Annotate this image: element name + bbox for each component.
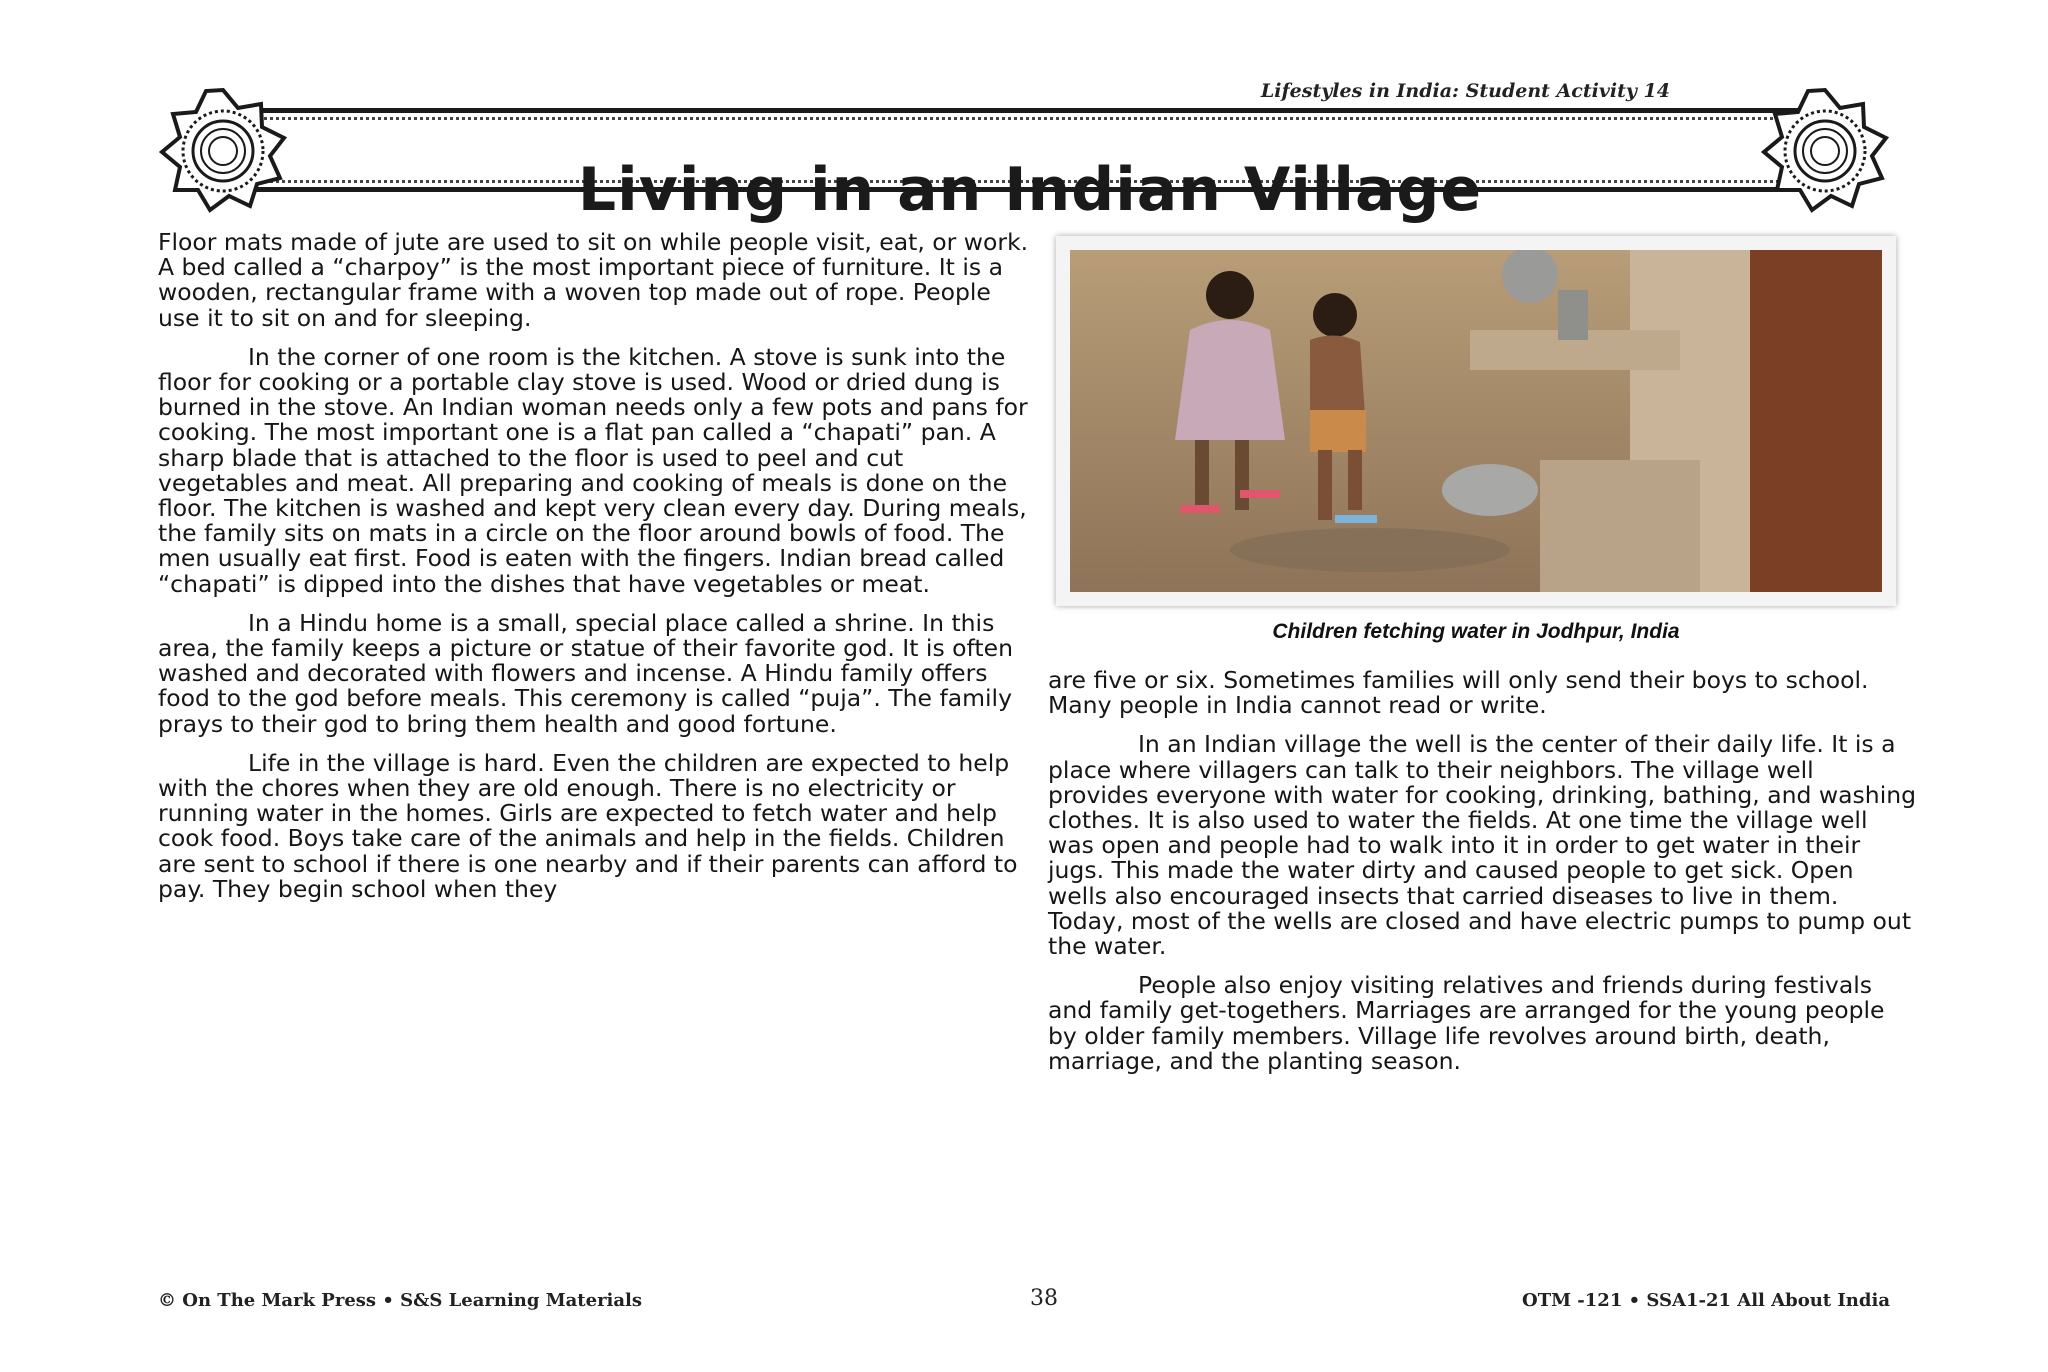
mandala-ornament-right	[1760, 86, 1890, 216]
page-title: Living in an Indian Village	[577, 155, 1483, 226]
paragraph: In the corner of one room is the kitchen. A stove is sunk into the floor for cooking or a portable clay stove is used. Wood or dried dung is burned in the stove. An Indian woman needs only a few pots and pans for cooking. The most important one is a flat pan called a “chapati” pan. A sharp blade that is attached to the floor is used to peel and cut vegetables and meat. All preparing and cooking of meals is done on the floor. The kitchen is washed and kept very clean every day. During meals, the family sits on mats in a circle on the floor around bowls of food. The men usually eat first. Food is eaten with the fingers. Indian bread called “chapati” is dipped into the dishes that have vegetables or meat.	[158, 342, 1028, 598]
page-number: 38	[1030, 1286, 1058, 1311]
paragraph: In an Indian village the well is the center of their daily life. It is a place where villagers can talk to their neighbors. The village well provides everyone with water for cooking, drinking, bathing, and washing clothes. It is also used to water the fields. At one time the village well was open and people had to walk into it in order to get water in their jugs. This made the water dirty and caused people to get sick. Open wells also encouraged insects that carried diseases to live in them. Today, most of the wells are closed and have electric pumps to pump out the water.	[1048, 730, 1917, 961]
right-column	[1048, 668, 1918, 1088]
photo-frame	[1056, 236, 1896, 606]
activity-subtitle: Lifestyles in India: Student Activity 14	[1260, 80, 1670, 102]
footer-publisher: © On The Mark Press • S&S Learning Materials	[158, 1290, 643, 1311]
paragraph: are five or six. Sometimes families will only send their boys to school. Many people in India cannot read or write.	[1048, 666, 1869, 720]
left-column	[158, 230, 1038, 916]
footer-book-code: OTM -121 • SSA1-21 All About India	[1522, 1290, 1890, 1311]
paragraph: Floor mats made of jute are used to sit on while people visit, eat, or work. A bed called a “charpoy” is the most important piece of furniture. It is a wooden, rectangular frame with a woven top made out of rope. People use it to sit on and for sleeping.	[158, 228, 1029, 332]
village-photo	[1070, 250, 1882, 592]
paragraph: In a Hindu home is a small, special place called a shrine. In this area, the family keeps a picture or statue of their favorite god. It is often washed and decorated with flowers and incense. A Hindu family offers food to the god before meals. This ceremony is called “puja”. The family prays to their god to bring them health and good fortune.	[158, 608, 1013, 738]
paragraph: People also enjoy visiting relatives and friends during festivals and family get-togethers. Marriages are arranged for the young people by older family members. Village life revolves around birth, death, marriage, and the planting season.	[1048, 971, 1885, 1075]
mandala-ornament-left	[158, 86, 288, 216]
photo-caption: Children fetching water in Jodhpur, India	[1272, 620, 1680, 643]
paragraph: Life in the village is hard. Even the children are expected to help with the chores when they are old enough. There is no electricity or running water in the homes. Girls are expected to fetch water and help cook food. Boys take care of the animals and help in the fields. Children are sent to school if there is one nearby and if their parents can afford to pay. They begin school when they	[158, 748, 1018, 903]
